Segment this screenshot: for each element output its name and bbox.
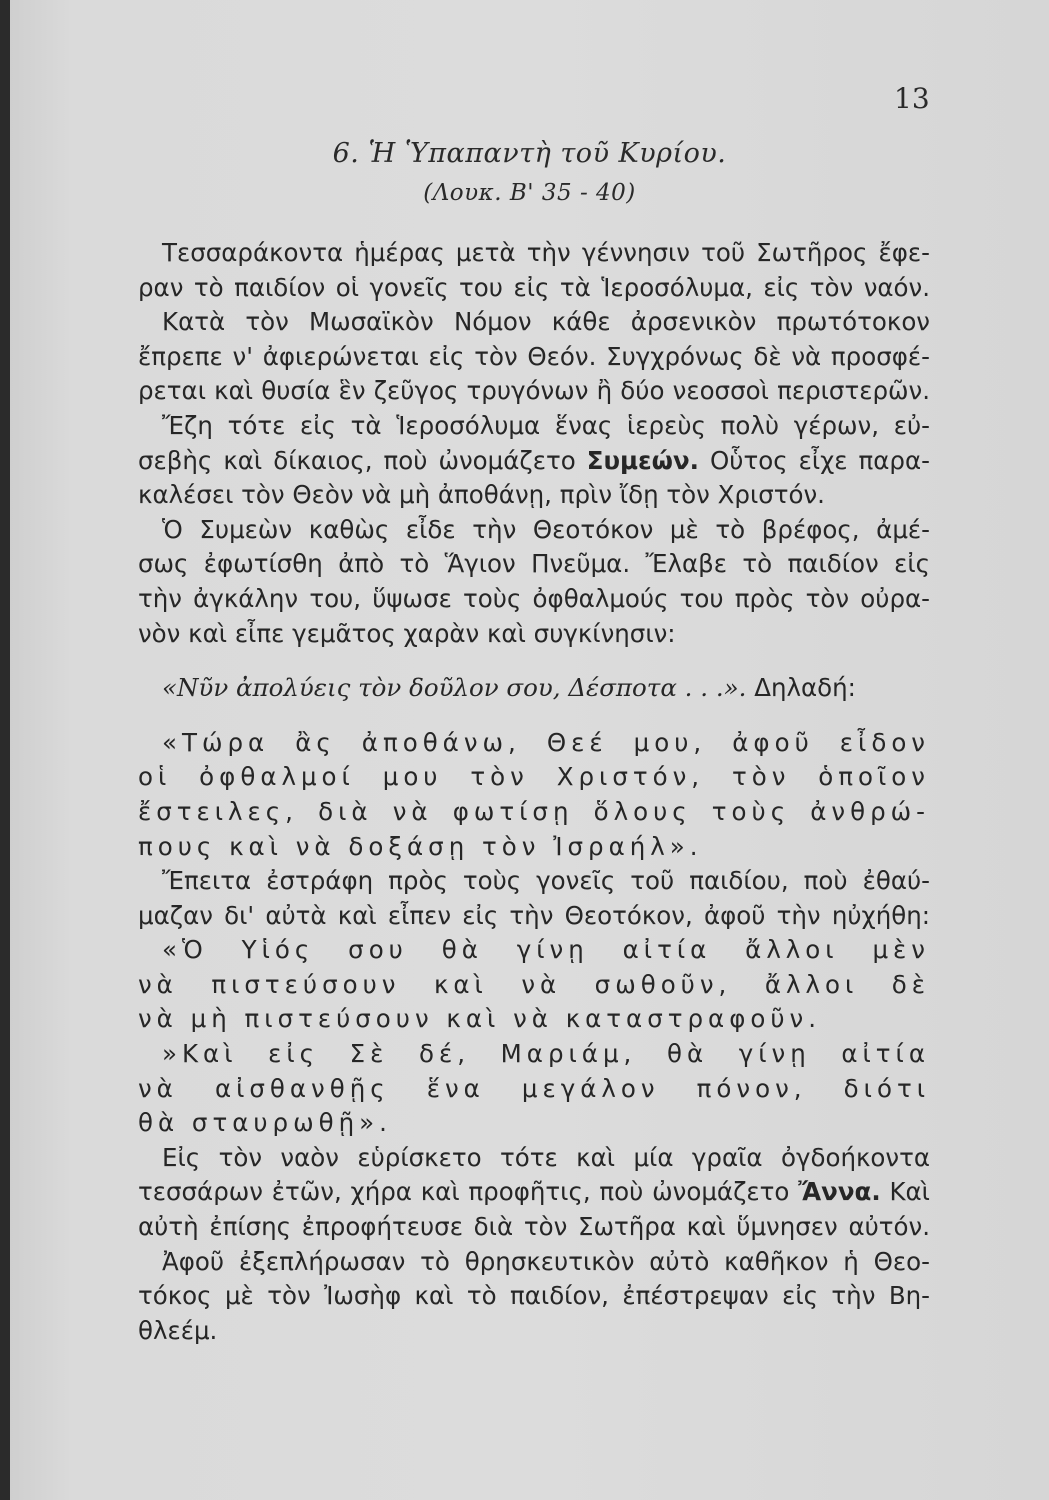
- text-line: ἔπρεπε ν' ἀφιερώνεται εἰς τὸν Θεόν. Συγχρόνως δὲ νὰ προσφέ-: [138, 341, 930, 371]
- page-number: 13: [894, 82, 930, 115]
- text-line: θὰ σταυρωθῇ».: [138, 1108, 392, 1138]
- text-line: τὴν ἀγκάλην του, ὕψωσε τοὺς ὀφθαλμούς του πρὸς τὸν οὐρα-: [138, 583, 930, 613]
- text-line: [138, 671, 930, 706]
- text-line: νὰ αἰσθανθῇς ἕνα μεγάλον πόνον, διότι: [138, 1073, 930, 1103]
- text-line: ραν τὸ παιδίον οἱ γονεῖς του εἰς τὰ Ἱεροσόλυμα, εἰς τὸν ναόν.: [138, 272, 930, 302]
- text-line: Ἀφοῦ ἐξεπλήρωσαν τὸ θρησκευτικὸν αὐτὸ καθῆκον ἡ Θεο-: [162, 1246, 930, 1276]
- text-segment: Καὶ: [889, 1177, 930, 1207]
- text-line: θλεέμ.: [138, 1315, 218, 1345]
- text-line: νὰ πιστεύσουν καὶ νὰ σωθοῦν, ἄλλοι δὲ: [138, 969, 930, 999]
- text-line: πους καὶ νὰ δοξάσῃ τὸν Ἰσραήλ».: [138, 831, 703, 861]
- text-line: νὰ μὴ πιστεύσουν καὶ νὰ καταστραφοῦν.: [138, 1004, 821, 1034]
- text-line: καλέσει τὸν Θεὸν νὰ μὴ ἀποθάνῃ, πρὶν ἴδῃ τὸν Χριστόν.: [138, 480, 825, 510]
- text-segment: Οὗτος εἶχε παρα-: [710, 445, 930, 475]
- quote-text: «Νῦν ἀπολύεις τὸν δοῦλον σου, Δέσποτα . . .».: [162, 673, 747, 703]
- text-line: τόκος μὲ τὸν Ἰωσὴφ καὶ τὸ παιδίον, ἐπέστρεψαν εἰς τὴν Βη-: [138, 1281, 930, 1311]
- text-segment: σεβὴς καὶ δίκαιος, ποὺ ὠνομάζετο: [138, 445, 576, 475]
- text-line: οἱ ὀφθαλμοί μου τὸν Χριστόν, τὸν ὁποῖον: [138, 762, 930, 792]
- text-line: σως ἐφωτίσθη ἀπὸ τὸ Ἅγιον Πνεῦμα. Ἔλαβε τὸ παιδίον εἰς: [138, 549, 930, 579]
- name-anna: Ἄννα.: [798, 1177, 881, 1207]
- text-segment: τεσσάρων ἐτῶν, χήρα καὶ προφῆτις, ποὺ ὠνομάζετο: [138, 1177, 790, 1207]
- text-line: «Τώρα ἂς ἀποθάνω, Θεέ μου, ἀφοῦ εἶδον: [162, 727, 930, 757]
- text-line: αὐτὴ ἐπίσης ἐπροφήτευσε διὰ τὸν Σωτῆρα καὶ ὕμνησεν αὐτόν.: [138, 1212, 930, 1242]
- text-line: «Ὁ Υἱός σου θὰ γίνῃ αἰτία ἄλλοι μὲν: [162, 935, 930, 965]
- text-line: νὸν καὶ εἶπε γεμᾶτος χαρὰν καὶ συγκίνησιν:: [138, 618, 676, 648]
- chapter-title: 6. Ἡ Ὑπαπαντὴ τοῦ Κυρίου.: [332, 138, 727, 169]
- text-line: [138, 1175, 930, 1210]
- text-line: ρεται καὶ θυσία ἓν ζεῦγος τρυγόνων ἢ δύο νεοσσοὶ περιστερῶν.: [138, 376, 930, 406]
- name-symeon: Συμεών.: [586, 445, 699, 475]
- text-line: μαζαν δι' αὐτὰ καὶ εἶπεν εἰς τὴν Θεοτόκον, ἀφοῦ τὴν ηὐχήθη:: [138, 900, 930, 930]
- text-line: Ἔπειτα ἐστράφη πρὸς τοὺς γονεῖς τοῦ παιδίου, ποὺ ἐθαύ-: [162, 866, 930, 896]
- text-line: Ὁ Συμεὼν καθὼς εἶδε τὴν Θεοτόκον μὲ τὸ βρέφος, ἀμέ-: [162, 514, 930, 544]
- text-line: ἔστειλες, διὰ νὰ φωτίσῃ ὅλους τοὺς ἀνθρώ-: [138, 796, 930, 826]
- text-segment: Δηλαδή:: [754, 673, 856, 703]
- chapter-reference: (Λουκ. Β' 35 - 40): [423, 180, 636, 206]
- text-line: »Καὶ εἰς Σὲ δέ, Μαριάμ, θὰ γίνῃ αἰτία: [162, 1039, 930, 1069]
- text-line: Ἔζη τότε εἰς τὰ Ἱεροσόλυμα ἕνας ἱερεὺς πολὺ γέρων, εὐ-: [162, 410, 930, 440]
- body-text: [138, 236, 930, 1348]
- book-page: [10, 0, 1049, 1500]
- text-line: Κατὰ τὸν Μωσαϊκὸν Νόμον κάθε ἀρσενικὸν πρωτότοκον: [162, 307, 930, 337]
- text-line: Εἰς τὸν ναὸν εὑρίσκετο τότε καὶ μία γραῖα ὀγδοήκοντα: [162, 1142, 930, 1172]
- text-line: Τεσσαράκοντα ἡμέρας μετὰ τὴν γέννησιν τοῦ Σωτῆρος ἔφε-: [162, 238, 930, 267]
- text-line: [138, 444, 930, 479]
